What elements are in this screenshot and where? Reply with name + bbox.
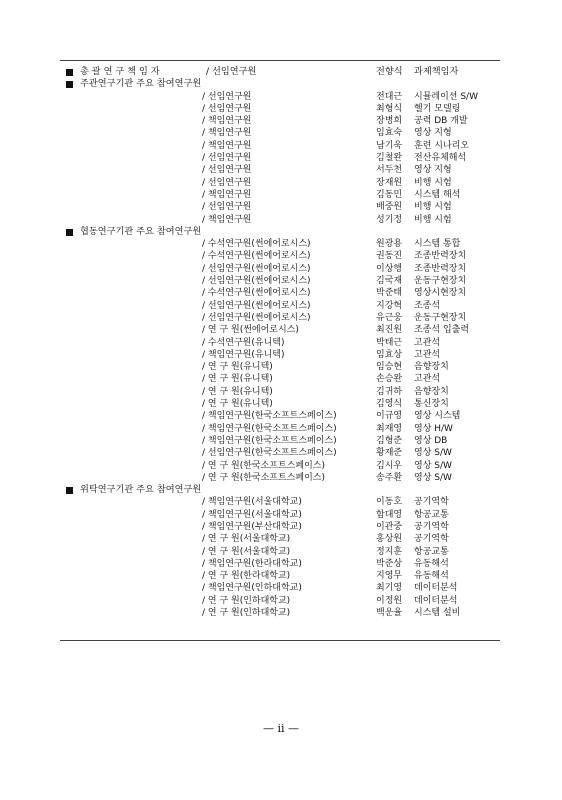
member-role: / 책임연구원(서울대학교)	[202, 497, 302, 508]
member-name: 남기욱	[376, 140, 403, 151]
member-task: 비행 시험	[414, 214, 452, 225]
member-role: / 선임연구원(썬에어로시스)	[202, 300, 311, 311]
member-row	[66, 472, 496, 484]
member-row	[66, 373, 496, 385]
member-task: 조종반력장치	[414, 263, 467, 274]
member-role: / 연 구 원(한국소프트스페이스)	[202, 460, 325, 471]
member-row	[66, 201, 496, 213]
member-name: 정지훈	[376, 546, 403, 557]
member-name: 김국재	[376, 276, 403, 287]
member-role: / 연 구 원(서울대학교)	[202, 546, 291, 557]
director-role: / 선임연구원	[206, 66, 257, 77]
member-name: 홍상원	[376, 534, 403, 545]
member-task: 통신장치	[414, 399, 449, 410]
member-name: 손승완	[376, 374, 403, 385]
member-role: / 연 구 원(인하대학교)	[202, 595, 291, 606]
director-heading: 총 괄 연 구 책 임 자	[80, 66, 160, 77]
director-row	[66, 66, 496, 78]
member-task: 유동해석	[414, 558, 449, 569]
member-row	[66, 546, 496, 558]
member-row	[66, 460, 496, 472]
member-task: 영상 S/W	[414, 472, 452, 483]
member-task: 운동구현장치	[414, 312, 467, 323]
member-role: / 선임연구원	[202, 202, 252, 213]
member-name: 송주환	[376, 472, 403, 483]
member-role: / 수석연구원(썬에어로시스)	[202, 239, 311, 250]
member-role: / 연 구 원(썬에어로시스)	[202, 325, 299, 336]
member-role: / 책임연구원(한국소프트스페이스)	[202, 423, 337, 434]
member-row	[66, 533, 496, 545]
director-name: 전향식	[376, 66, 403, 77]
member-row	[66, 349, 496, 361]
member-task: 전산유체해석	[414, 153, 467, 164]
member-row	[66, 324, 496, 336]
member-name: 박준태	[376, 288, 403, 299]
member-row	[66, 595, 496, 607]
member-role: / 책임연구원(한국소프트스페이스)	[202, 411, 337, 422]
member-role: / 수석연구원(유니텍)	[202, 337, 285, 348]
member-role: / 선임연구원(한국소프트스페이스)	[202, 448, 337, 459]
section-heading	[66, 78, 496, 90]
member-name: 장재원	[376, 177, 403, 188]
member-row	[66, 312, 496, 324]
member-row	[66, 263, 496, 275]
member-role: / 선임연구원	[202, 177, 252, 188]
section-title: 주관연구기관 주요 참여연구원	[80, 78, 202, 90]
bottom-rule	[60, 640, 500, 641]
member-name: 이정원	[376, 595, 403, 606]
member-task: 영상 S/W	[414, 460, 452, 471]
member-role: / 책임연구원	[202, 214, 252, 225]
member-task: 훈련 시나리오	[414, 140, 470, 151]
top-rule	[60, 60, 500, 61]
member-row	[66, 140, 496, 152]
member-row	[66, 521, 496, 533]
bullet-square-icon	[66, 487, 73, 494]
member-row	[66, 570, 496, 582]
member-task: 비행 시험	[414, 177, 452, 188]
member-name: 임효숙	[376, 128, 403, 139]
member-task: 헬기 모델링	[414, 103, 461, 114]
bullet-square-icon	[66, 69, 73, 76]
member-task: 공기역학	[414, 521, 449, 532]
member-role: / 수석연구원(썬에어로시스)	[202, 288, 311, 299]
member-role: / 연 구 원(한라대학교)	[202, 571, 291, 582]
member-task: 비행 시험	[414, 202, 452, 213]
member-name: 전대근	[376, 91, 403, 102]
member-role: / 책임연구원	[202, 140, 252, 151]
member-task: 조종석 입출력	[414, 325, 470, 336]
member-name: 최진원	[376, 325, 403, 336]
member-role: / 선임연구원	[202, 103, 252, 114]
member-role: / 선임연구원(썬에어로시스)	[202, 312, 311, 323]
member-name: 김철완	[376, 153, 403, 164]
member-row	[66, 300, 496, 312]
member-name: 박준상	[376, 558, 403, 569]
member-role: / 연 구 원(유니텍)	[202, 399, 273, 410]
member-row	[66, 496, 496, 508]
member-name: 이관중	[376, 521, 403, 532]
member-task: 고관석	[414, 349, 441, 360]
member-role: / 선임연구원(썬에어로시스)	[202, 263, 311, 274]
member-row	[66, 275, 496, 287]
member-role: / 연 구 원(유니텍)	[202, 362, 273, 373]
bullet-square-icon	[66, 229, 73, 236]
member-name: 임효상	[376, 349, 403, 360]
member-name: 최형식	[376, 103, 403, 114]
member-task: 공기역학	[414, 534, 449, 545]
member-task: 영상 지형	[414, 165, 452, 176]
member-role: / 책임연구원(유니텍)	[202, 349, 285, 360]
member-role: / 책임연구원	[202, 189, 252, 200]
member-row	[66, 189, 496, 201]
member-task: 영상 DB	[414, 435, 448, 446]
member-task: 시스템 해석	[414, 189, 461, 200]
member-name: 함대영	[376, 509, 403, 520]
director-task: 과제책임자	[414, 66, 459, 77]
member-name: 서두천	[376, 165, 403, 176]
member-task: 영상시현장치	[414, 288, 467, 299]
section-heading	[66, 484, 496, 496]
member-role: / 책임연구원(한국소프트스페이스)	[202, 435, 337, 446]
member-role: / 선임연구원	[202, 91, 252, 102]
member-row	[66, 287, 496, 299]
member-name: 이상행	[376, 263, 403, 274]
member-task: 시스템 설비	[414, 608, 461, 619]
member-name: 지영무	[376, 571, 403, 582]
member-row	[66, 607, 496, 619]
bullet-square-icon	[66, 81, 73, 88]
member-task: 공력 DB 개발	[414, 116, 468, 127]
member-task: 데이터분석	[414, 583, 458, 594]
member-name: 김동민	[376, 189, 403, 200]
member-name: 임승현	[376, 362, 403, 373]
member-row	[66, 250, 496, 262]
section-title: 협동연구기관 주요 참여연구원	[80, 225, 202, 237]
member-row	[66, 164, 496, 176]
member-name: 권동진	[376, 251, 403, 262]
member-name: 성기정	[376, 214, 403, 225]
member-row	[66, 386, 496, 398]
member-row	[66, 152, 496, 164]
member-row	[66, 214, 496, 226]
member-task: 항공교통	[414, 509, 449, 520]
member-name: 김형준	[376, 435, 403, 446]
member-task: 운동구현장치	[414, 276, 467, 287]
member-row	[66, 398, 496, 410]
member-row	[66, 361, 496, 373]
page-number: — ii —	[262, 722, 300, 735]
member-role: / 선임연구원(썬에어로시스)	[202, 276, 311, 287]
member-row	[66, 509, 496, 521]
member-name: 지강혁	[376, 300, 403, 311]
member-name: 박태근	[376, 337, 403, 348]
member-name: 최재영	[376, 423, 403, 434]
member-name: 김귀하	[376, 386, 403, 397]
member-task: 공기역학	[414, 497, 449, 508]
member-task: 시뮬레이션 S/W	[414, 91, 478, 102]
member-row	[66, 582, 496, 594]
member-name: 이규영	[376, 411, 403, 422]
member-name: 백운율	[376, 608, 403, 619]
member-task: 조종석	[414, 300, 441, 311]
member-role: / 연 구 원(한국소프트스페이스)	[202, 472, 325, 483]
member-task: 조종반력장치	[414, 251, 467, 262]
member-role: / 연 구 원(유니텍)	[202, 386, 273, 397]
member-name: 원광용	[376, 239, 403, 250]
member-role: / 연 구 원(인하대학교)	[202, 608, 291, 619]
member-role: / 수석연구원(썬에어로시스)	[202, 251, 311, 262]
member-row	[66, 558, 496, 570]
member-task: 영상 H/W	[414, 423, 453, 434]
member-row	[66, 337, 496, 349]
member-name: 이동호	[376, 497, 403, 508]
member-role: / 책임연구원	[202, 128, 252, 139]
member-role: / 책임연구원(한라대학교)	[202, 558, 302, 569]
member-name: 김시우	[376, 460, 403, 471]
member-row	[66, 177, 496, 189]
member-row	[66, 238, 496, 250]
member-name: 장병희	[376, 116, 403, 127]
member-row	[66, 447, 496, 459]
member-name: 황재준	[376, 448, 403, 459]
member-name: 최기영	[376, 583, 403, 594]
member-role: / 선임연구원	[202, 153, 252, 164]
section-heading	[66, 226, 496, 238]
member-name: 김영식	[376, 399, 403, 410]
member-role: / 책임연구원(인하대학교)	[202, 583, 302, 594]
member-task: 고관석	[414, 337, 441, 348]
researcher-list	[66, 66, 496, 619]
member-row	[66, 435, 496, 447]
member-role: / 연 구 원(유니텍)	[202, 374, 273, 385]
member-task: 음향장치	[414, 386, 449, 397]
member-task: 시스템 통합	[414, 239, 461, 250]
member-task: 음향장치	[414, 362, 449, 373]
member-role: / 책임연구원	[202, 116, 252, 127]
member-task: 유동해석	[414, 571, 449, 582]
member-row	[66, 103, 496, 115]
member-task: 영상 S/W	[414, 448, 452, 459]
member-role: / 책임연구원(부산대학교)	[202, 521, 302, 532]
member-row	[66, 410, 496, 422]
member-task: 고관석	[414, 374, 441, 385]
member-row	[66, 115, 496, 127]
member-row	[66, 423, 496, 435]
member-task: 영상 지형	[414, 128, 452, 139]
member-task: 항공교통	[414, 546, 449, 557]
member-task: 영상 시스템	[414, 411, 461, 422]
member-role: / 선임연구원	[202, 165, 252, 176]
member-name: 유근웅	[376, 312, 403, 323]
member-role: / 연 구 원(서울대학교)	[202, 534, 291, 545]
member-row	[66, 91, 496, 103]
member-name: 배중원	[376, 202, 403, 213]
member-role: / 책임연구원(서울대학교)	[202, 509, 302, 520]
member-task: 데이터분석	[414, 595, 458, 606]
section-title: 위탁연구기관 주요 참여연구원	[80, 484, 202, 496]
member-row	[66, 127, 496, 139]
